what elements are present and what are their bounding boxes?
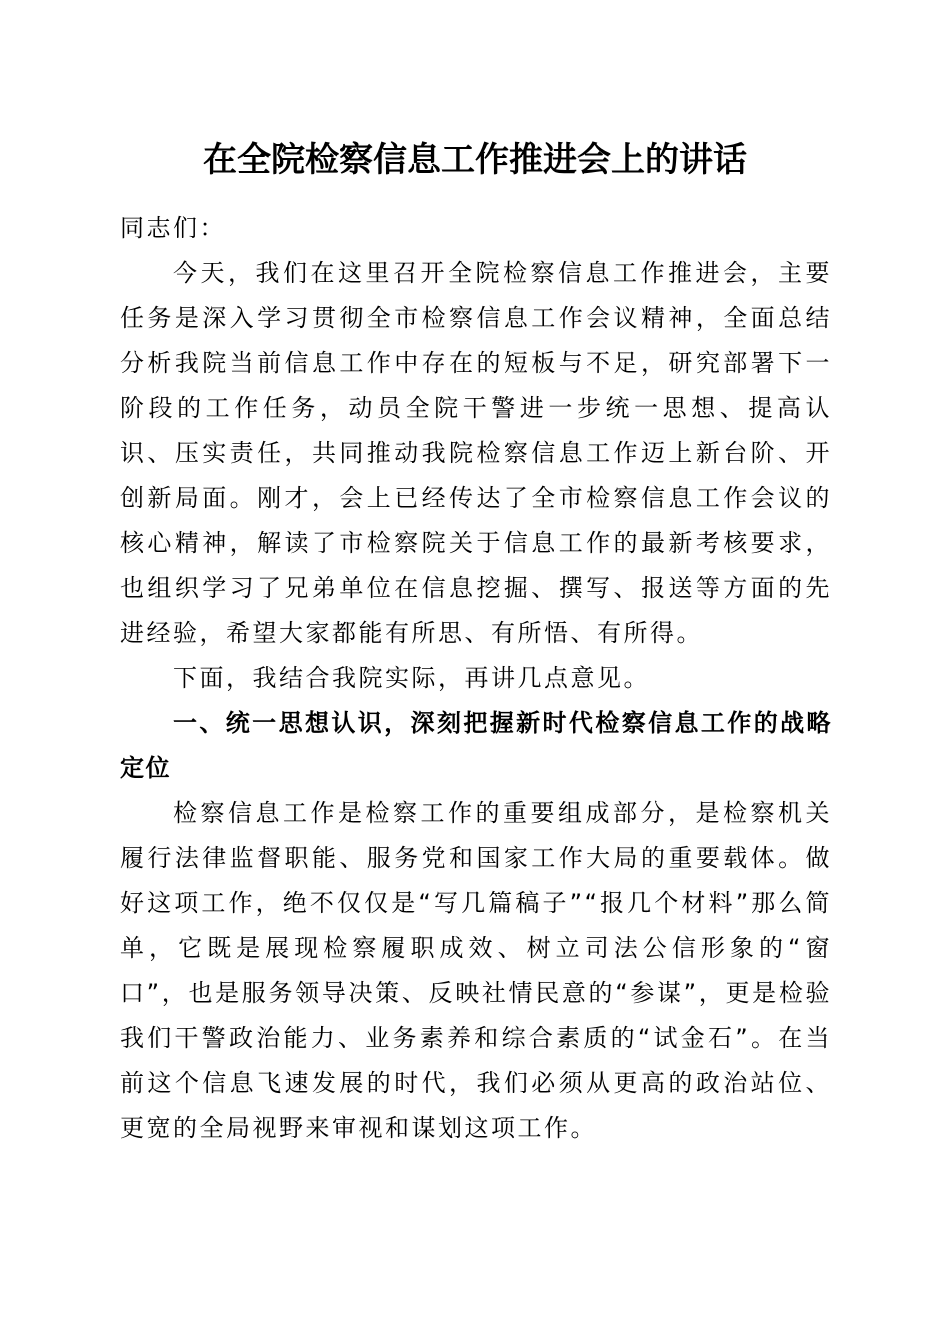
document-body	[120, 206, 832, 1151]
salutation: 同志们：	[120, 214, 226, 242]
section-heading: 一、统一思想认识，深刻把握新时代检察信息工作的战略定位	[120, 709, 832, 782]
section-paragraph: 检察信息工作是检察工作的重要组成部分，是检察机关履行法律监督职能、服务党和国家工作大局的重要载体。做好这项工作，绝不仅仅是“写几篇稿子”“报几个材料”那么简单，它既是展现检察履职成效、树立司法公信形象的“窗口”，也是服务领导决策、反映社情民意的“参谋”，更是检验我们干警政治能力、业务素养和综合素质的“试金石”。在当前这个信息飞速发展的时代，我们必须从更高的政治站位、更宽的全局视野来审视和谋划这项工作。	[120, 799, 832, 1142]
transition-paragraph: 下面，我结合我院实际，再讲几点意见。	[173, 664, 650, 692]
intro-paragraph: 今天，我们在这里召开全院检察信息工作推进会，主要任务是深入学习贯彻全市检察信息工作会议精神，全面总结分析我院当前信息工作中存在的短板与不足，研究部署下一阶段的工作任务，动员全院干警进一步统一思想、提高认识、压实责任，共同推动我院检察信息工作迈上新台阶、开创新局面。刚才，会上已经传达了全市检察信息工作会议的核心精神，解读了市检察院关于信息工作的最新考核要求，也组织学习了兄弟单位在信息挖掘、撰写、报送等方面的先进经验，希望大家都能有所思、有所悟、有所得。	[120, 259, 832, 647]
document-title: 在全院检察信息工作推进会上的讲话	[203, 140, 747, 180]
